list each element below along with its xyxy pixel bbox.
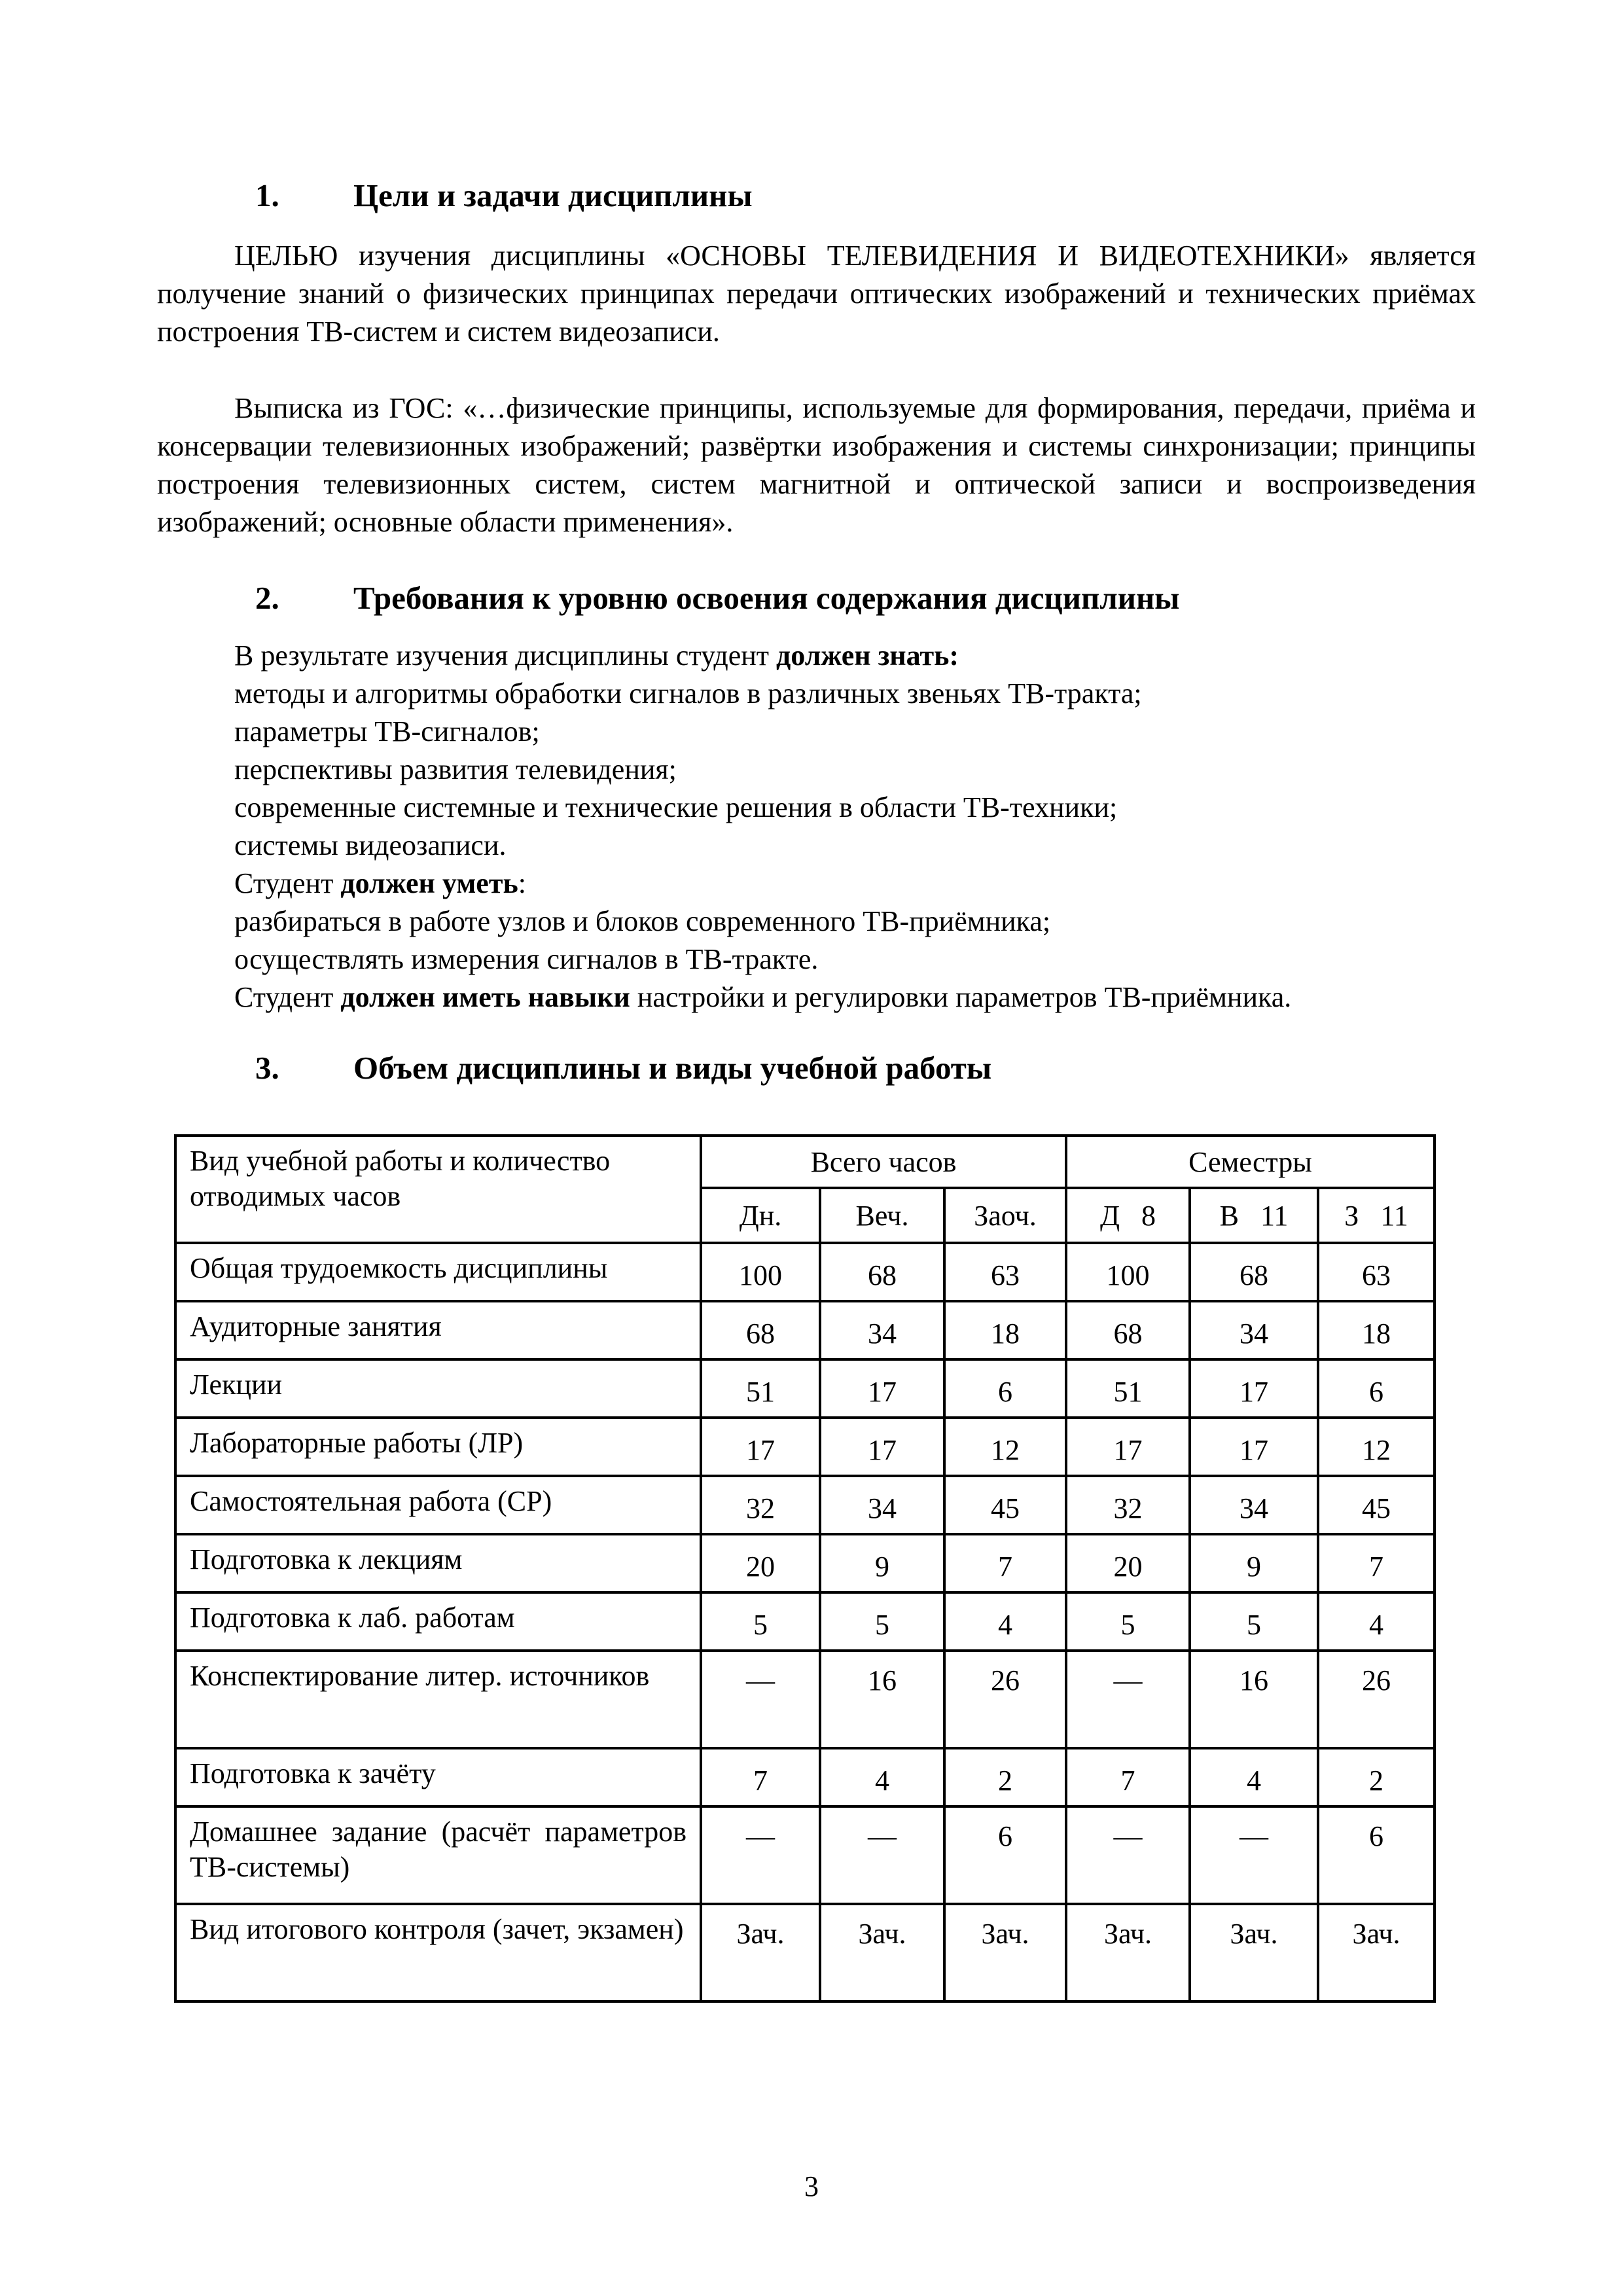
skills-rest: настройки и регулировки параметров ТВ-приёмника. [630, 981, 1292, 1013]
cell-value: 16 [1190, 1651, 1318, 1748]
table-row [175, 1534, 1435, 1592]
cell-value: 100 [1066, 1243, 1190, 1301]
know-line [234, 637, 1478, 675]
cell-value: 51 [1066, 1359, 1190, 1418]
cell-value: 17 [1190, 1418, 1318, 1476]
can-intro: Студент [234, 867, 341, 899]
row-label: Подготовка к лекциям [175, 1534, 701, 1592]
cell-value: 34 [1190, 1476, 1318, 1534]
cell-value: 34 [820, 1476, 944, 1534]
know-item: перспективы развития телевидения; [234, 753, 677, 785]
row-label: Подготовка к лаб. работам [175, 1592, 701, 1651]
cell-value: — [701, 1806, 820, 1904]
section-number: 3. [255, 1050, 279, 1086]
table-row [175, 1359, 1435, 1418]
cell-value: 5 [701, 1592, 820, 1651]
subheader-day: Дн. [701, 1188, 820, 1243]
cell-value: Зач. [1318, 1904, 1435, 2001]
cell-value: 12 [1318, 1418, 1435, 1476]
table-row [175, 1418, 1435, 1476]
section-number: 2. [255, 580, 279, 616]
cell-value: 26 [944, 1651, 1066, 1748]
subheader-semester-d: Д 8 [1066, 1188, 1190, 1243]
cell-value: 4 [1190, 1748, 1318, 1806]
table-row [175, 1651, 1435, 1748]
subheader-extramural: Заоч. [944, 1188, 1066, 1243]
cell-value: 17 [1066, 1418, 1190, 1476]
know-item: современные системные и технические решения в области ТВ-техники; [234, 791, 1118, 823]
cell-value: 32 [701, 1476, 820, 1534]
cell-value: 17 [820, 1359, 944, 1418]
cell-value: 68 [820, 1243, 944, 1301]
skills-line [234, 978, 1478, 1016]
cell-value: Зач. [1066, 1904, 1190, 2001]
cell-value: Зач. [944, 1904, 1066, 2001]
cell-value: 68 [1190, 1243, 1318, 1301]
cell-value: 7 [944, 1534, 1066, 1592]
table-row [175, 1243, 1435, 1301]
cell-value: 2 [1318, 1748, 1435, 1806]
can-colon: : [518, 867, 526, 899]
cell-value: 16 [820, 1651, 944, 1748]
cell-value: 7 [1066, 1748, 1190, 1806]
cell-value: 68 [701, 1301, 820, 1359]
cell-value: 32 [1066, 1476, 1190, 1534]
cell-value: 5 [1066, 1592, 1190, 1651]
cell-value: 17 [820, 1418, 944, 1476]
cell-value: 18 [1318, 1301, 1435, 1359]
cell-value: 4 [944, 1592, 1066, 1651]
page-number: 3 [804, 2170, 819, 2202]
table-row [175, 1592, 1435, 1651]
row-label: Вид итогового контроля (зачет, экзамен) [175, 1904, 701, 2001]
cell-value: 63 [1318, 1243, 1435, 1301]
cell-value: 4 [820, 1748, 944, 1806]
cell-value: 34 [820, 1301, 944, 1359]
can-item: осуществлять измерения сигналов в ТВ-тракте. [234, 943, 819, 975]
row-label: Конспектирование литер. источников [175, 1651, 701, 1748]
know-bold: должен знать: [776, 639, 959, 672]
row-label: Самостоятельная работа (СР) [175, 1476, 701, 1534]
goal-paragraph: ЦЕЛЬЮ изучения дисциплины «ОСНОВЫ ТЕЛЕВИДЕНИЯ И ВИДЕОТЕХНИКИ» является получение знаний о физических принципах передачи оптических изображений и технических приёмах построения ТВ-систем и систем видеозаписи. [157, 240, 1476, 348]
cell-value: — [1066, 1651, 1190, 1748]
cell-value: Зач. [701, 1904, 820, 2001]
cell-value: 18 [944, 1301, 1066, 1359]
cell-value: 5 [820, 1592, 944, 1651]
know-item: параметры ТВ-сигналов; [234, 715, 540, 747]
table-row [175, 1301, 1435, 1359]
cell-value: 63 [944, 1243, 1066, 1301]
section-2-heading [255, 579, 1179, 617]
table-row [175, 1806, 1435, 1904]
gos-paragraph: Выписка из ГОС: «…физические принципы, используемые для формирования, передачи, приёма и консервации телевизионных изображений; развёртки изображения и системы синхронизации; принципы построения телевизионных систем, систем магнитной и оптической записи и воспроизведения изображений; основные области применения». [157, 392, 1476, 538]
know-intro: В результате изучения дисциплины студент [234, 639, 777, 672]
section-title: Требования к уровню освоения содержания дисциплины [353, 580, 1180, 616]
row-label: Лекции [175, 1359, 701, 1418]
can-bold: должен уметь [340, 867, 518, 899]
can-line [234, 865, 1478, 903]
cell-value: 45 [1318, 1476, 1435, 1534]
cell-value: — [1066, 1806, 1190, 1904]
cell-value: 6 [1318, 1806, 1435, 1904]
cell-value: 6 [944, 1806, 1066, 1904]
cell-value: 6 [1318, 1359, 1435, 1418]
cell-value: 20 [701, 1534, 820, 1592]
cell-value: 7 [701, 1748, 820, 1806]
subheader-evening: Веч. [820, 1188, 944, 1243]
cell-value: 6 [944, 1359, 1066, 1418]
section-title: Цели и задачи дисциплины [353, 177, 753, 213]
total-hours-header: Всего часов [701, 1136, 1066, 1188]
cell-value: 12 [944, 1418, 1066, 1476]
section-number: 1. [255, 177, 279, 213]
row-label: Аудиторные занятия [175, 1301, 701, 1359]
table-row [175, 1748, 1435, 1806]
cell-value: 9 [820, 1534, 944, 1592]
cell-value: — [1190, 1806, 1318, 1904]
subheader-semester-v: В 11 [1190, 1188, 1318, 1243]
row-label: Подготовка к зачёту [175, 1748, 701, 1806]
section-title: Объем дисциплины и виды учебной работы [353, 1050, 992, 1086]
row-label: Лабораторные работы (ЛР) [175, 1418, 701, 1476]
cell-value: Зач. [1190, 1904, 1318, 2001]
cell-value: 100 [701, 1243, 820, 1301]
section-3-heading [255, 1049, 991, 1086]
cell-value: 68 [1066, 1301, 1190, 1359]
cell-value: 9 [1190, 1534, 1318, 1592]
cell-value: 4 [1318, 1592, 1435, 1651]
cell-value: — [820, 1806, 944, 1904]
cell-value: 26 [1318, 1651, 1435, 1748]
cell-value: 51 [701, 1359, 820, 1418]
table-header-row [175, 1136, 1435, 1188]
subheader-semester-z: З 11 [1318, 1188, 1435, 1243]
cell-value: Зач. [820, 1904, 944, 2001]
skills-bold: должен иметь навыки [340, 981, 630, 1013]
table-row [175, 1904, 1435, 2001]
section-1-heading [255, 177, 753, 214]
row-label: Общая трудоемкость дисциплины [175, 1243, 701, 1301]
know-item: системы видеозаписи. [234, 829, 507, 861]
cell-value: 34 [1190, 1301, 1318, 1359]
semesters-header: Семестры [1066, 1136, 1435, 1188]
can-item: разбираться в работе узлов и блоков современного ТВ-приёмника; [234, 905, 1051, 937]
table-corner-cell: Вид учебной работы и количество отводимых часов [175, 1136, 701, 1243]
cell-value: 17 [701, 1418, 820, 1476]
skills-intro: Студент [234, 981, 341, 1013]
cell-value: — [701, 1651, 820, 1748]
cell-value: 17 [1190, 1359, 1318, 1418]
cell-value: 45 [944, 1476, 1066, 1534]
cell-value: 20 [1066, 1534, 1190, 1592]
cell-value: 5 [1190, 1592, 1318, 1651]
requirements-block [234, 637, 1478, 1016]
cell-value: 7 [1318, 1534, 1435, 1592]
hours-table [174, 1134, 1436, 2003]
table-row [175, 1476, 1435, 1534]
know-item: методы и алгоритмы обработки сигналов в различных звеньях ТВ-тракта; [234, 677, 1142, 709]
cell-value: 2 [944, 1748, 1066, 1806]
row-label: Домашнее задание (расчёт параметров ТВ-системы) [175, 1806, 701, 1904]
